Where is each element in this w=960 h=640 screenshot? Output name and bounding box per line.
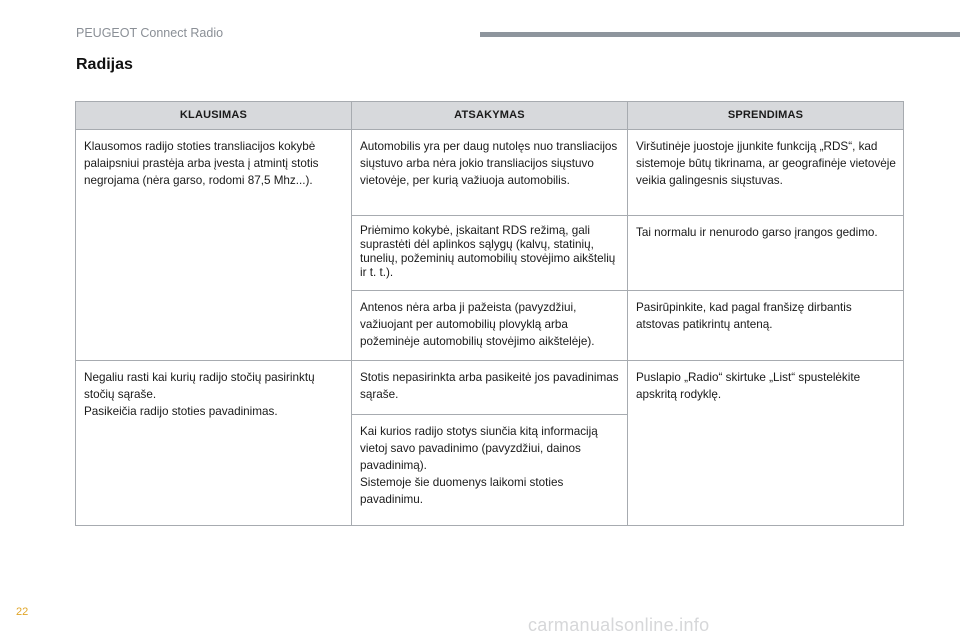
solution-cell: Viršutinėje juostoje įjunkite funkciją „RDS“, kad sistemoje būtų tikrinama, ar geografinėje vietovėje veikia galingesnis siųstuvas. xyxy=(628,130,904,216)
header-rule xyxy=(480,32,960,37)
column-header-solution: SPRENDIMAS xyxy=(628,102,904,130)
question-cell: Klausomos radijo stoties transliacijos kokybė palaipsniui prastėja arba įvesta į atmintį stotis negrojama (nėra garso, rodomi 87,5 Mhz...). xyxy=(76,130,352,361)
section-title: Radijas xyxy=(76,56,133,73)
running-header: PEUGEOT Connect Radio xyxy=(76,26,224,40)
troubleshooting-table xyxy=(75,101,904,526)
column-header-answer: ATSAKYMAS xyxy=(352,102,628,130)
table-row xyxy=(76,130,904,216)
answer-cell: Priėmimo kokybė, įskaitant RDS režimą, gali suprastėti dėl aplinkos sąlygų (kalvų, statinių, tunelių, požeminių automobilių stovėjimo aikštelių ir t. t.). xyxy=(352,216,628,291)
page-number: 22 xyxy=(16,606,29,618)
answer-cell: Antenos nėra arba ji pažeista (pavyzdžiui, važiuojant per automobilių plovyklą arba požeminėje automobilių stovėjimo aikštelėje). xyxy=(352,291,628,361)
solution-cell: Pasirūpinkite, kad pagal franšizę dirbantis atstovas patikrintų anteną. xyxy=(628,291,904,361)
column-header-question: KLAUSIMAS xyxy=(76,102,352,130)
answer-cell: Stotis nepasirinkta arba pasikeitė jos pavadinimas sąraše. xyxy=(352,361,628,415)
question-cell: Negaliu rasti kai kurių radijo stočių pasirinktų stočių sąraše. Pasikeičia radijo stoties pavadinimas. xyxy=(76,361,352,526)
table-header-row xyxy=(76,102,904,130)
answer-cell: Automobilis yra per daug nutolęs nuo transliacijos siųstuvo arba nėra jokio transliacijos siųstuvo vietovėje, per kurią važiuoja automobilis. xyxy=(352,130,628,216)
solution-cell: Puslapio „Radio“ skirtuke „List“ spustelėkite apskritą rodyklę. xyxy=(628,361,904,526)
answer-cell: Kai kurios radijo stotys siunčia kitą informaciją vietoj savo pavadinimo (pavyzdžiui, dainos pavadinimą). Sistemoje šie duomenys laikomi stoties pavadinimu. xyxy=(352,415,628,526)
solution-cell: Tai normalu ir nenurodo garso įrangos gedimo. xyxy=(628,216,904,291)
watermark: carmanualsonline.info xyxy=(528,615,710,635)
table-row xyxy=(76,361,904,415)
